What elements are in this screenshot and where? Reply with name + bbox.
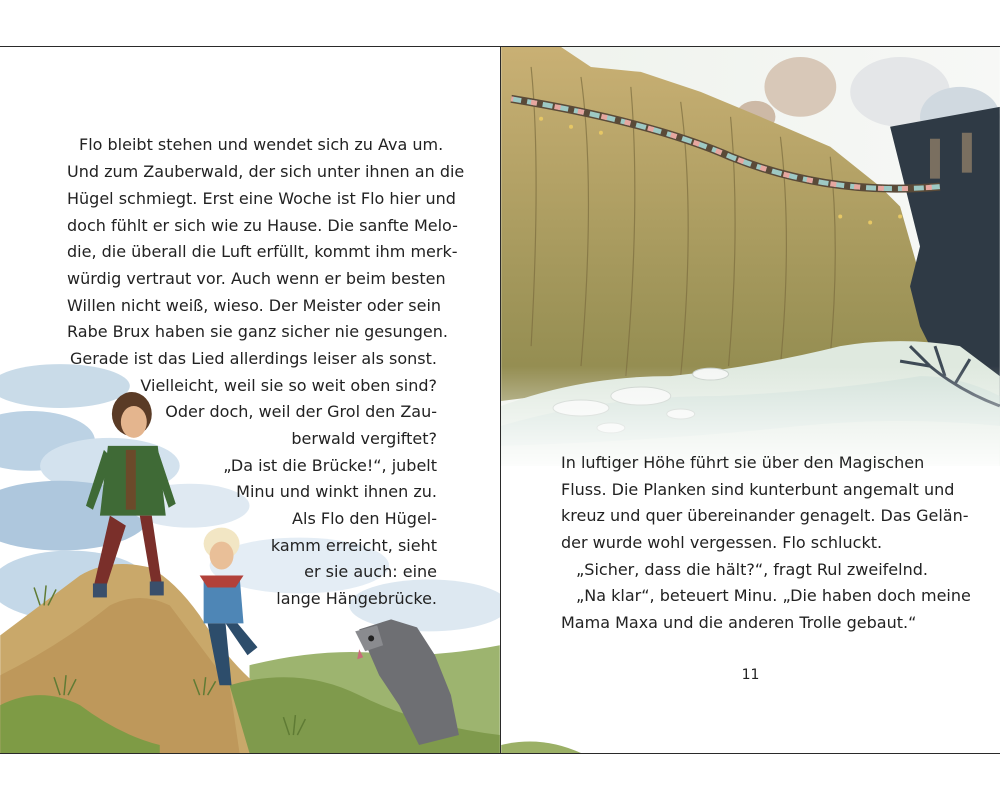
text-line: er sie auch: eine bbox=[304, 562, 437, 581]
text-line: In luftiger Höhe führt sie über den Magischen bbox=[561, 453, 925, 472]
text-line: Rabe Brux haben sie ganz sicher nie gesungen. bbox=[67, 322, 448, 341]
text-line: Minu und winkt ihnen zu. bbox=[236, 482, 437, 501]
page-number: 11 bbox=[741, 667, 760, 683]
text-line: die, die überall die Luft erfüllt, kommt ihm merk- bbox=[67, 242, 458, 261]
text-line: kreuz und quer übereinander genagelt. Das Gelän- bbox=[561, 506, 969, 525]
text-line: Flo bleibt stehen und wendet sich zu Ava um. bbox=[79, 135, 444, 154]
text-line: Mama Maxa und die anderen Trolle gebaut.“ bbox=[561, 613, 917, 632]
text-line: Gerade ist das Lied allerdings leiser als sonst. bbox=[69, 349, 437, 368]
text-line: doch fühlt er sich wie zu Hause. Die sanfte Melo- bbox=[67, 216, 458, 235]
left-page bbox=[0, 46, 501, 754]
text-line: lange Hängebrücke. bbox=[276, 589, 437, 608]
text-line: Oder doch, weil der Grol den Zau- bbox=[165, 402, 437, 421]
text-line: Als Flo den Hügel- bbox=[292, 509, 437, 528]
text-line: Hügel schmiegt. Erst eine Woche ist Flo hier und bbox=[67, 189, 456, 208]
right-page bbox=[500, 46, 1000, 754]
text-line: Und zum Zauberwald, der sich unter ihnen an die bbox=[67, 162, 465, 181]
bridge-illustration bbox=[501, 47, 1000, 753]
text-line: kamm erreicht, sieht bbox=[270, 536, 437, 555]
text-line: Vielleicht, weil sie so weit oben sind? bbox=[140, 376, 437, 395]
text-line: Willen nicht weiß, wieso. Der Meister oder sein bbox=[67, 296, 442, 315]
text-line: „Da ist die Brücke!“, jubelt bbox=[223, 456, 437, 475]
text-line: Fluss. Die Planken sind kunterbunt angemalt und bbox=[561, 480, 955, 499]
text-line: der wurde wohl vergessen. Flo schluckt. bbox=[561, 533, 883, 552]
text-line: „Sicher, dass die hält?“, fragt Rul zweifelnd. bbox=[576, 560, 928, 579]
text-line: berwald vergiftet? bbox=[291, 429, 437, 448]
text-line: „Na klar“, beteuert Minu. „Die haben doch meine bbox=[576, 586, 971, 605]
text-line: würdig vertraut vor. Auch wenn er beim besten bbox=[67, 269, 446, 288]
